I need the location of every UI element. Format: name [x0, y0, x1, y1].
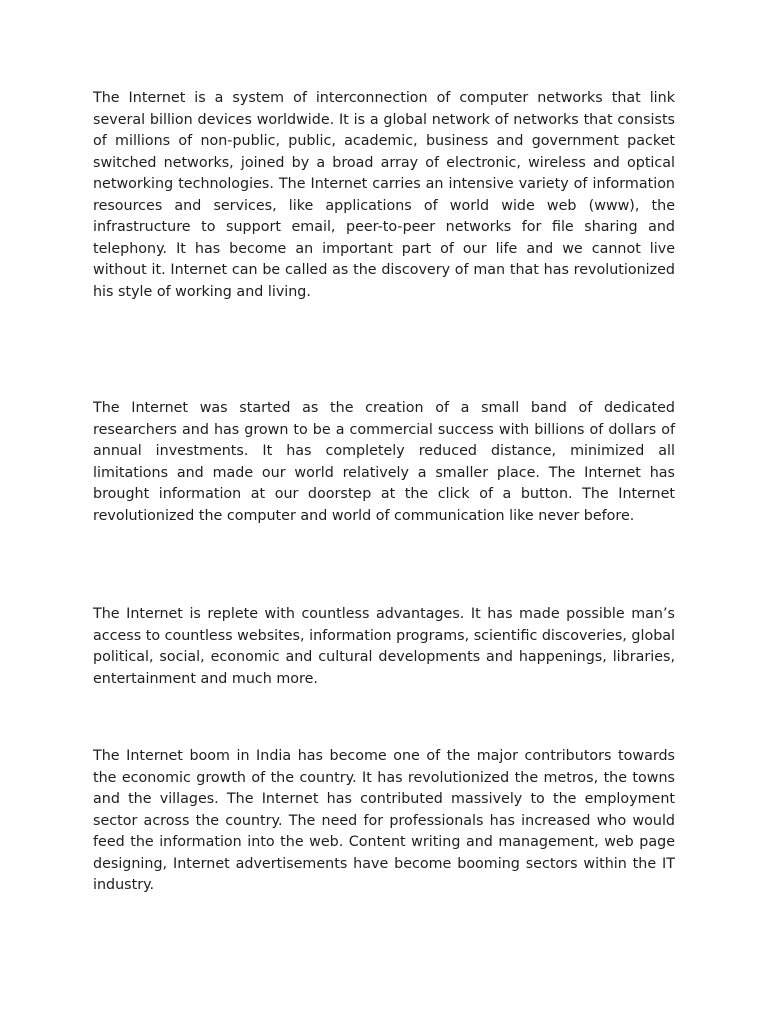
paragraph-internet-india: The Internet boom in India has become one of the major contributors towards the economic growth of the country. It has revolutionized the metros, the towns and the villages. The Internet has contributed massively to the employment sector across the country. The need for professionals has increased who would feed the information into the web. Content writing and management, web page designing, Internet advertisements have become booming sectors within the IT industry. — [93, 748, 675, 893]
paragraph-internet-history: The Internet was started as the creation of a small band of dedicated researchers and has grown to be a commercial success with billions of dollars of annual investments. It has completely reduced distance, minimized all limitations and made our world relatively a smaller place. The Internet has brought information at our doorstep at the click of a button. The Internet revolutionized the computer and world of communication like never before. — [93, 400, 675, 524]
paragraph-internet-definition: The Internet is a system of interconnection of computer networks that link several billion devices worldwide. It is a global network of networks that consists of millions of non-public, public, academic, business and government packet switched networks, joined by a broad array of electronic, wireless and optical networking technologies. The Internet carries an intensive variety of information resources and services, like applications of world wide web (www), the infrastructure to support email, peer-to-peer networks for file sharing and telephony. It has become an important part of our life and we cannot live without it. Internet can be called as the discovery of man that has revolutionized his style of working and living. — [93, 90, 675, 300]
paragraph-internet-advantages: The Internet is replete with countless advantages. It has made possible man’s access to countless websites, information programs, scientific discoveries, global political, social, economic and cultural developments and happenings, libraries, entertainment and much more. — [93, 606, 675, 687]
